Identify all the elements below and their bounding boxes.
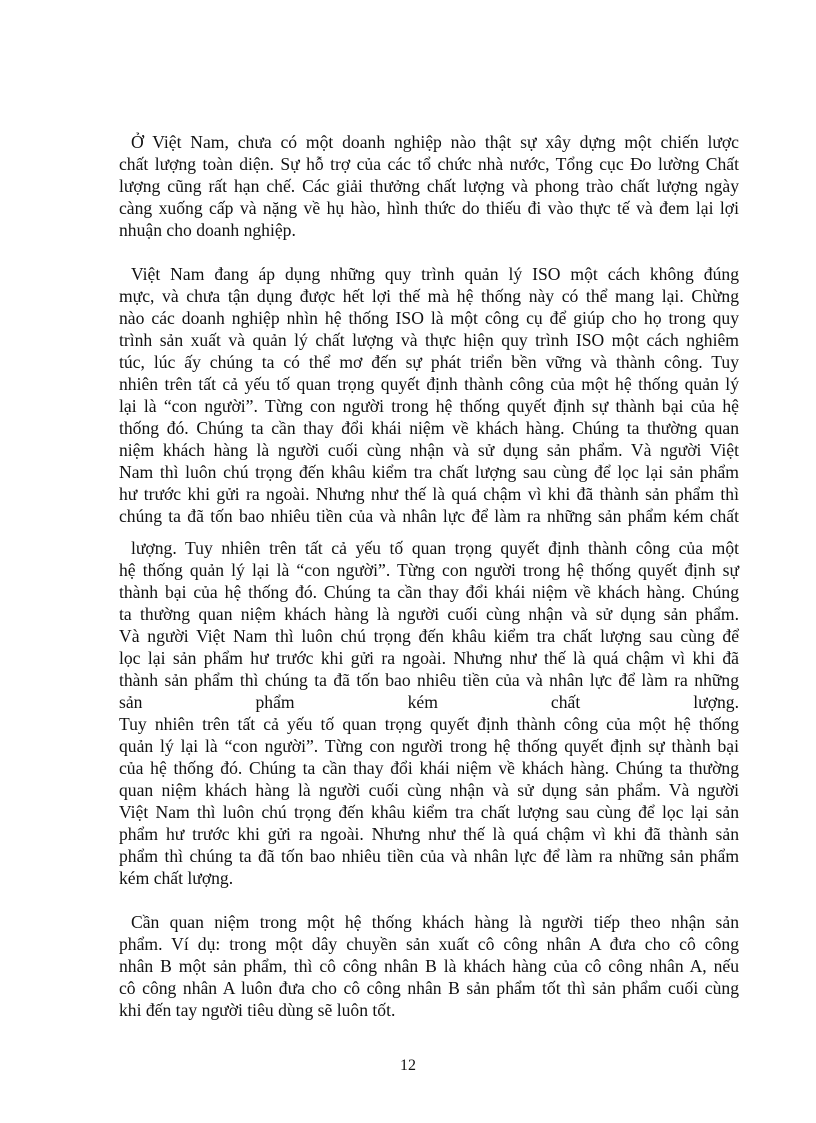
text-line: nhiên trên tất cả yếu tố quan trọng quyết định thành công của một hệ thống quản lý [119, 374, 739, 394]
text-line: Ở Việt Nam, chưa có một doanh nghiệp nào thật sự xây dựng một chiến lược [131, 132, 739, 152]
text-line: kém chất lượng. [119, 868, 234, 888]
text-line: phẩm thì chúng ta đã tốn bao nhiêu tiền của và nhân lực để làm ra những sản phẩm [119, 846, 739, 866]
text-line: lượng. Tuy nhiên trên tất cả yếu tố quan trọng quyết định thành công của một [131, 538, 739, 558]
text-line: thành bại của hệ thống đó. Chúng ta cần thay đổi khái niệm về khách hàng. Chúng [119, 582, 739, 602]
text-line: quản lý lại là “con người”. Từng con người trong hệ thống quyết định sự thành bại [119, 736, 739, 756]
text-line: quan niệm khách hàng là người cuối cùng nhận và sử dụng sản phẩm. Và người [119, 780, 739, 800]
text-line: sản phẩm kém chất lượng. [119, 692, 739, 712]
text-line: lọc lại sản phẩm hư trước khi gửi ra ngoài. Nhưng như thế là quá chậm vì khi đã [119, 648, 739, 668]
text-line: phẩm. Ví dụ: trong một dây chuyền sản xuất cô công nhân A đưa cho cô công [119, 934, 739, 954]
text-line: Và người Việt Nam thì luôn chú trọng đến khâu kiểm tra chất lượng sau cùng để [119, 626, 739, 646]
text-line: lại là “con người”. Từng con người trong hệ thống quyết định sự thành bại của hệ [119, 396, 739, 416]
text-line: phẩm hư trước khi gửi ra ngoài. Nhưng như thế là quá chậm vì khi đã thành sản [119, 824, 739, 844]
text-line: lượng cũng rất hạn chế. Các giải thưởng chất lượng và phong trào chất lượng ngày [119, 176, 739, 196]
text-line: khi đến tay người tiêu dùng sẽ luôn tốt. [119, 1000, 396, 1020]
text-line: nhuận cho doanh nghiệp. [119, 220, 296, 240]
text-line: hư trước khi gửi ra ngoài. Nhưng như thế là quá chậm vì khi đã thành sản phẩm thì [119, 484, 739, 504]
page-number: 12 [400, 1057, 416, 1074]
text-line: ta thường quan niệm khách hàng là người cuối cùng nhận và sử dụng sản phẩm. [119, 604, 739, 624]
text-line: cô công nhân A luôn đưa cho cô công nhân B sản phẩm tốt thì sản phẩm cuối cùng [119, 978, 739, 998]
text-line: Cần quan niệm trong một hệ thống khách hàng là người tiếp theo nhận sản [131, 912, 739, 932]
text-line: thống đó. Chúng ta cần thay đổi khái niệm về khách hàng. Chúng ta thường quan [119, 418, 739, 438]
text-line: mực, và chưa tận dụng được hết lợi thế mà hệ thống này có thể mang lại. Chừng [119, 286, 739, 306]
text-line: túc, lúc ấy chúng ta có thể mơ đến sự phát triển bền vững và thành công. Tuy [119, 352, 739, 372]
text-line: nhân B một sản phẩm, thì cô công nhân B là khách hàng của cô công nhân A, nếu [119, 956, 739, 976]
text-line: Nam thì luôn chú trọng đến khâu kiểm tra chất lượng sau cùng để lọc lại sản phẩm [119, 462, 739, 482]
text-line: chất lượng toàn diện. Sự hỗ trợ của các tổ chức nhà nước, Tổng cục Đo lường Chất [119, 154, 739, 174]
text-line: niệm khách hàng là người cuối cùng nhận và sử dụng sản phẩm. Và người Việt [119, 440, 739, 460]
text-line: Tuy nhiên trên tất cả yếu tố quan trọng quyết định thành công của một hệ thống [119, 714, 739, 734]
text-line: hệ thống quản lý lại là “con người”. Từng con người trong hệ thống quyết định sự [119, 560, 739, 580]
text-line: nào các doanh nghiệp nhìn hệ thống ISO là một công cụ để giúp cho họ trong quy [119, 308, 739, 328]
text-line: Việt Nam thì luôn chú trọng đến khâu kiểm tra chất lượng sau cùng để lọc lại sản [119, 802, 739, 822]
text-line: thành sản phẩm thì chúng ta đã tốn bao nhiêu tiền của và nhân lực để làm ra những [119, 670, 739, 690]
text-line: của hệ thống đó. Chúng ta cần thay đổi khái niệm về khách hàng. Chúng ta thường [119, 758, 739, 778]
text-line: trình sản xuất và quản lý chất lượng và thực hiện quy trình ISO một cách nghiêm [119, 330, 739, 350]
text-line: chúng ta đã tốn bao nhiêu tiền của và nhân lực để làm ra những sản phẩm kém chất [119, 506, 739, 526]
text-line: Việt Nam đang áp dụng những quy trình quản lý ISO một cách không đúng [131, 264, 739, 284]
text-line: càng xuống cấp và nặng về hụ hào, hình thức do thiếu đi vào thực tế và đem lại lợi [119, 198, 739, 218]
